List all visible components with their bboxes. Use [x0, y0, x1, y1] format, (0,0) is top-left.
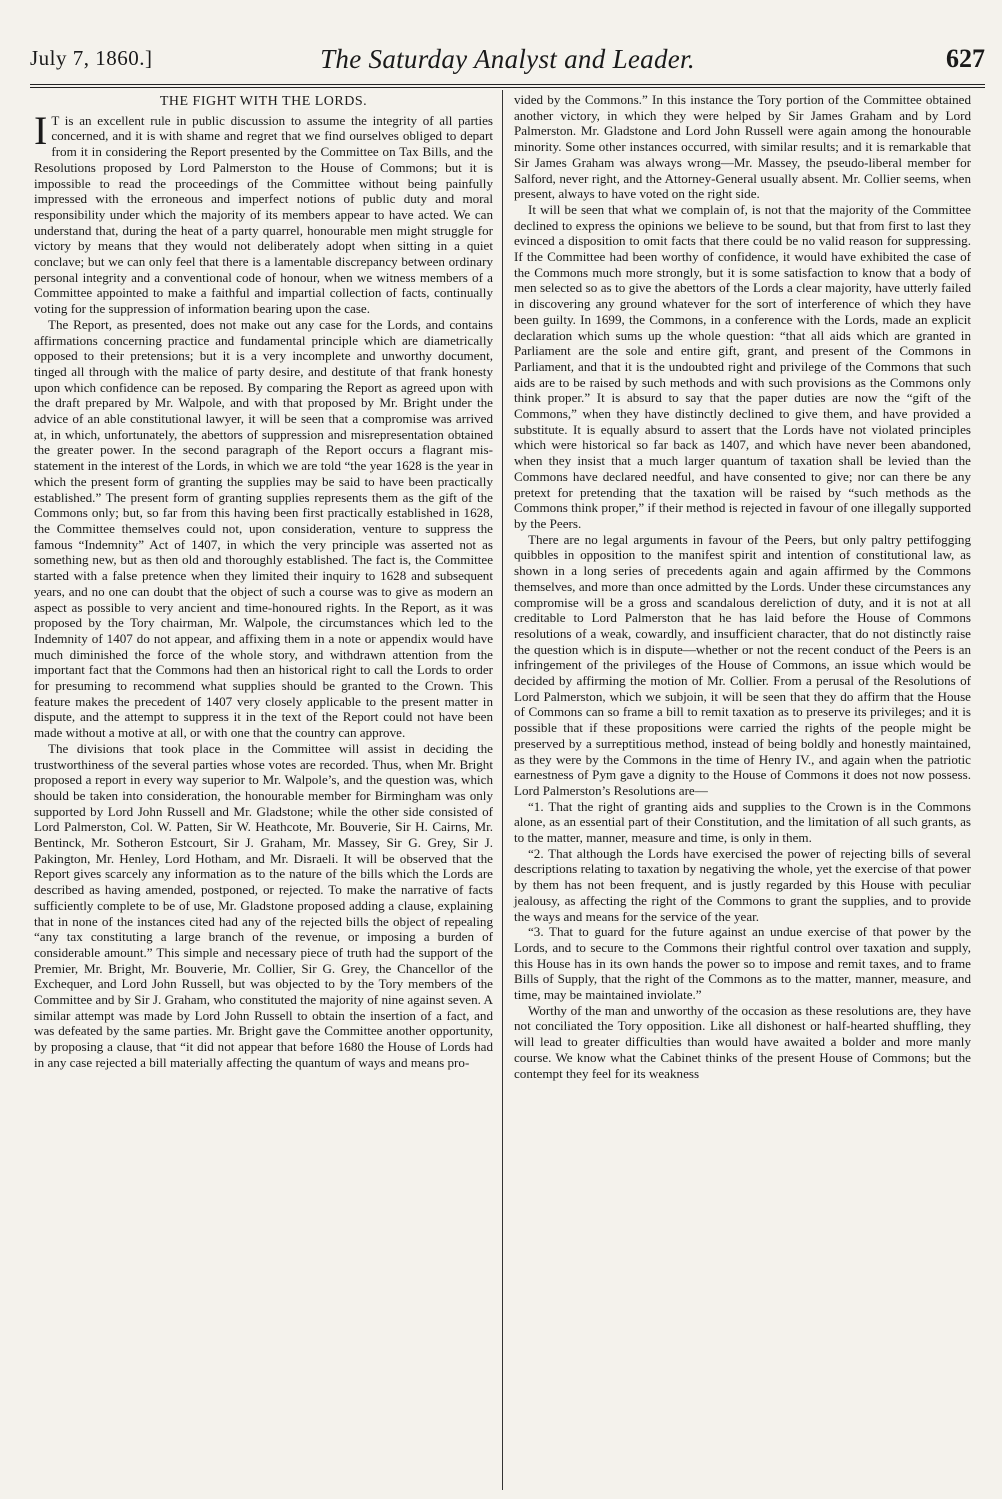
article-headline: THE FIGHT WITH THE LORDS.: [159, 94, 368, 109]
drop-cap: I: [34, 107, 48, 153]
masthead-rule: [30, 84, 985, 85]
article-paragraph: vided by the Commons.” In this instance the Tory portion of the Committee obtained another victory, in which they were helped by Sir James Graham and by Lord Palmerston. Mr. Gladstone and Lord John Russell were again among the honourable minority. Some other instances occurred, with similar results; and it is remarkable that Sir James Graham was always wrong—Mr. Massey, the pseudo-liberal member for Salford, never right, and the Attorney-General usually absent. Mr. Collier seems, when present, always to have voted on the right side.: [514, 92, 971, 202]
article-paragraph: There are no legal arguments in favour of the Peers, but only paltry pettifogging quibbles in opposition to the manifest spirit and intention of constitutional law, as shown in a long series of precedents again and again affirmed by the Commons themselves, and more than once admitted by the Lords. Under these circumstances any compromise will be a gross and scandalous dereliction of duty, and it is not at all creditable to Lord Palmerston that he has laid before the House of Commons resolutions of a weak, cowardly, and insufficient character, that do not distinctly raise the question which is in dispute—whether or not the recent conduct of the Peers is an infringement of the privileges of the House of Commons, an issue which would be decided by affirming the motion of Mr. Collier. From a perusal of the Resolutions of Lord Palmerston, which we subjoin, it will be seen that they do affirm that the House of Commons can so frame a bill to remit taxation as to preserve its privileges; and it is possible that if these propositions were carried the rights of the people might be preserved by a surreptitious method, instead of being boldly and honestly maintained, as they were by the Commons in the time of Henry IV., and again when the patriotic earnestness of Pym gave a dignity to the House of Commons it does not now possess. Lord Palmerston’s Resolutions are—: [514, 531, 971, 798]
resolution-item: “3. That to guard for the future against an undue exercise of that power by the Lords, and to secure to the Commons their rightful control over taxation and supply, this House has in its own hands the power so to impose and remit taxes, and to frame Bills of Supply, that the right of the Commons as to the matter, manner, measure, and time, may be maintained inviolate.”: [514, 924, 971, 1003]
article-paragraph: [34, 107, 493, 317]
resolution-item: “2. That although the Lords have exercised the power of rejecting bills of several descriptions relating to taxation by negativing the whole, yet the exercise of that power by them has not been frequent, and is justly regarded by this House with peculiar jealousy, as affecting the right of the Commons to grant the supplies, and to provide the ways and means for the service of the year.: [514, 845, 971, 924]
article-paragraph: The divisions that took place in the Committee will assist in deciding the trustworthiness of the several parties whose votes are recorded. Thus, when Mr. Bright proposed a report in every way superior to Mr. Walpole’s, and the question was, which should be taken into consideration, the honourable member for Birmingham was only supported by Lord John Russell and Mr. Gladstone; while the other side consisted of Lord Palmerston, Col. W. Patten, Sir W. Heathcote, Mr. Bouverie, Sir H. Cairns, Mr. Bentinck, Mr. Sotheron Estcourt, Sir J. Graham, Mr. Massey, Sir G. Grey, Sir J. Pakington, Mr. Henley, Lord Hotham, and Mr. Disraeli. It will be observed that the Report gives scarcely any information as to the nature of the bills which the Lords are described as having amended, postponed, or rejected. To make the narrative of facts sufficiently complete to be of use, Mr. Gladstone proposed adding a clause, explaining that in none of the instances cited had any of the rejected bills the object of repealing “any tax constituting a large branch of the revenue, or imposing a burden of considerable amount.” This simple and necessary piece of truth had the support of the Premier, Mr. Bright, Mr. Bouverie, Mr. Collier, Sir G. Grey, the Chancellor of the Exchequer, and Lord John Russell, but was objected to by the Tory members of the Committee and by Sir J. Graham, who constituted the majority of nine against seven. A similar attempt was made by Lord John Russell to obtain the insertion of a fact, and was defeated by the same parties. Mr. Bright gave the Committee another opportunity, by proposing a clause, that “it did not appear that before 1680 the House of Lords had in any case rejected a bill materially affecting the quantum of ways and means pro-: [34, 740, 493, 1070]
masthead: [30, 44, 985, 84]
article-paragraph: The Report, as presented, does not make out any case for the Lords, and contains affirmations concerning practice and fundamental principle which are diametrically opposed to their pretensions; but it is a very incomplete and unworthy document, tinged all through with the malice of party desire, and destitute of that frank honesty upon which confidence can be reposed. By comparing the Report as agreed upon with the draft prepared by Mr. Walpole, and with that proposed by Mr. Bright under the advice of an able constitutional lawyer, it will be seen that a compromise was arrived at, in which, unfortunately, the abettors of suppression and misrepresentation obtained the greater power. In the second paragraph of the Report occurs a flagrant mis-statement in the interest of the Lords, in which we are told “the year 1628 is the year in which the present form of granting the supplies may be said to have been practically established.” The present form of granting supplies represents them as the gift of the Commons only; but, so far from this having been first practically established in 1628, the Committee themselves could not, upon consideration, venture to suppress the famous “Indemnity” Act of 1407, in which the very principle was asserted not as something new, but as then old and thoroughly established. The fact is, the Committee started with a false pretence when they limited their inquiry to 1628 and subsequent years, and no one can doubt that the object of such a course was to give as modern an aspect as possible to very ancient and time-honoured rights. In the Report, as it was proposed by the Tory chairman, Mr. Walpole, the circumstances which led to the Indemnity of 1407 do not appear, and affixing them in a note or appendix would have much diminished the force of the whole story, and withdrawn attention from the important fact that the Commons had then an historical right to call the Lords to order for presuming to recommend what supplies should be granted to the Crown. This feature makes the precedent of 1407 very closely applicable to the present matter in dispute, and the attempt to suppress it in the text of the Report could not have been made without a motive at all, or with one that the country can approve.: [34, 316, 493, 741]
page-number: 627: [946, 44, 985, 73]
column-divider: [502, 90, 503, 1490]
masthead-rule: [30, 87, 985, 88]
paragraph-text: T is an excellent rule in public discussion to assume the integrity of all parties concerned, and it is with shame and regret that we find ourselves obliged to depart from it in considering the Report presented by the Committee on Tax Bills, and the Resolutions proposed by Lord Palmerston to the House of Commons; but it is impossible to read the proceedings of the Committee without being painfully impressed with the erroneous and imperfect notions of public duty and moral responsibility under which the majority of its members appear to have acted. We can understand that, during the heat of a party quarrel, honourable men might struggle for victory by means that they would not deliberately adopt when sitting in a quiet conclave; but we can only feel that there is a lamentable discrepancy between ordinary personal integrity and a conventional code of honour, when we witness members of a Committee appointed to make a faithful and impartial collection of facts, continually voting for the suppression of information bearing upon the case.: [34, 112, 493, 317]
article-column-right: [514, 92, 971, 1081]
article-paragraph: Worthy of the man and unworthy of the occasion as these resolutions are, they have not conciliated the Tory opposition. Like all dishonest or half-hearted shuffling, they will lead to greater difficulties than would have awaited a bolder and more manly course. We know what the Cabinet thinks of the present House of Commons; but the contempt they feel for its weakness: [514, 1002, 971, 1081]
publication-title: The Saturday Analyst and Leader.: [320, 44, 695, 74]
resolution-item: “1. That the right of granting aids and supplies to the Crown is in the Commons alone, as an essential part of their Constitution, and the limitation of all such grants, as to the matter, manner, measure and time, is only in them.: [514, 798, 971, 846]
issue-date: July 7, 1860.]: [30, 46, 153, 70]
article-column-left: [34, 92, 493, 1071]
article-paragraph: It will be seen that what we complain of, is not that the majority of the Committee declined to express the opinions we believe to be sound, but that from first to last they evinced a disposition to omit facts that there could be no valid reason for suppressing. If the Committee had been worthy of confidence, it would have exhibited the case of the Commons much more strongly, but it is some satisfaction to know that a body of men selected so as to give the abettors of the Lords a clear majority, have utterly failed in discovering any ground whatever for the sort of interference of which they have been guilty. In 1699, the Commons, in a conference with the Lords, made an explicit declaration which sums up the whole question: “that all aids which are granted in Parliament are the sole and entire gift, grant, and present of the Commons in Parliament, and that it is the undoubted right and privilege of the Commons that such aids are to be raised by such methods and with such provisions as the Commons only think proper.” It is absurd to say that the paper duties are now the “gift of the Commons,” when they have distinctly declined to give them, and have provided a substitute. It is equally absurd to assert that the Lords have not violated principles which were historical so far back as 1407, and which have never been abandoned, when they insist that a much larger quantum of taxation shall be levied than the Commons have declared needful, and have consented to give; nor can there be any pretext for pretending that the taxation will be raised by “such methods as the Commons think proper,” if their method is rejected in favour of one illegally supported by the Peers.: [514, 201, 971, 531]
